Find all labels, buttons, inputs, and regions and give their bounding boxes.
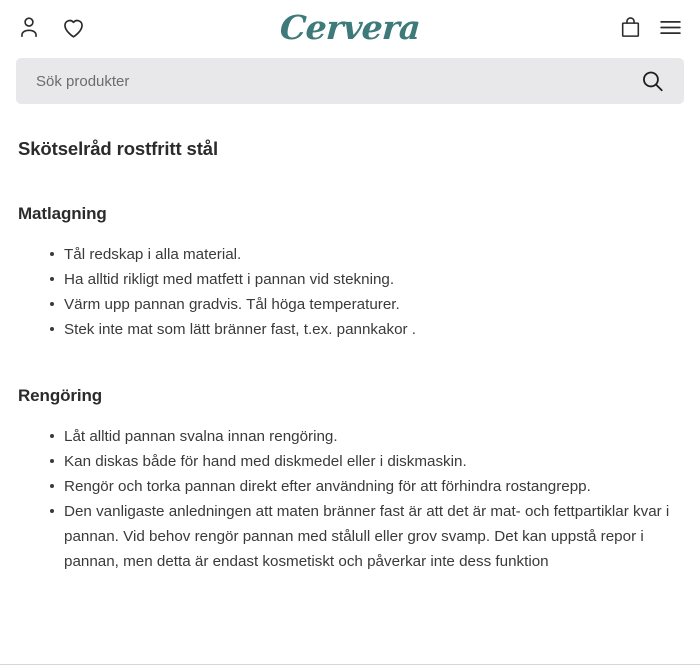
list-item: Den vanligaste anledningen att maten bränner fast är att det är mat- och fettpartiklar kvar i pannan. Vid behov rengör pannan med stålull eller grov svamp. Det kan uppstå repor i pannan, men detta är endast kosmetiskt och påverkar inte dess funktion	[50, 499, 682, 574]
account-icon-button[interactable]	[16, 14, 42, 40]
list-item: Rengör och torka pannan direkt efter användning för att förhindra rostangrepp.	[50, 474, 682, 499]
list-item: Värm upp pannan gradvis. Tål höga temperaturer.	[50, 292, 682, 317]
header-left-actions	[16, 14, 87, 41]
list-item: Låt alltid pannan svalna innan rengöring.	[50, 424, 682, 449]
brand-logo[interactable]	[0, 0, 700, 54]
search-input[interactable]	[36, 58, 639, 104]
hamburger-menu-button[interactable]	[657, 15, 684, 40]
cart-icon-button[interactable]	[618, 15, 643, 40]
page-title: Skötselråd rostfritt stål	[18, 138, 219, 159]
site-header	[0, 0, 700, 54]
heart-icon	[60, 14, 87, 41]
header-right-actions	[618, 15, 684, 40]
search-bar[interactable]	[16, 58, 684, 104]
shopping-bag-icon	[618, 15, 643, 40]
list-item: Tål redskap i alla material.	[50, 242, 682, 267]
section-heading-cleaning: Rengöring	[18, 386, 103, 405]
account-icon	[16, 14, 42, 40]
list-item: Ha alltid rikligt med matfett i pannan vid stekning.	[50, 267, 682, 292]
section-heading-cooking: Matlagning	[18, 204, 107, 223]
list-item: Stek inte mat som lätt bränner fast, t.ex. pannkakor .	[50, 317, 682, 342]
hamburger-menu-icon	[657, 15, 684, 40]
cleaning-care-list	[18, 424, 682, 574]
bottom-divider	[0, 664, 700, 665]
search-submit-button[interactable]	[639, 68, 666, 95]
search-icon	[639, 68, 666, 95]
wishlist-icon-button[interactable]	[60, 14, 87, 41]
brand-logo-text: Cervera	[278, 7, 422, 47]
cooking-care-list	[18, 242, 682, 342]
article-content	[0, 138, 700, 574]
list-item: Kan diskas både för hand med diskmedel eller i diskmaskin.	[50, 449, 682, 474]
